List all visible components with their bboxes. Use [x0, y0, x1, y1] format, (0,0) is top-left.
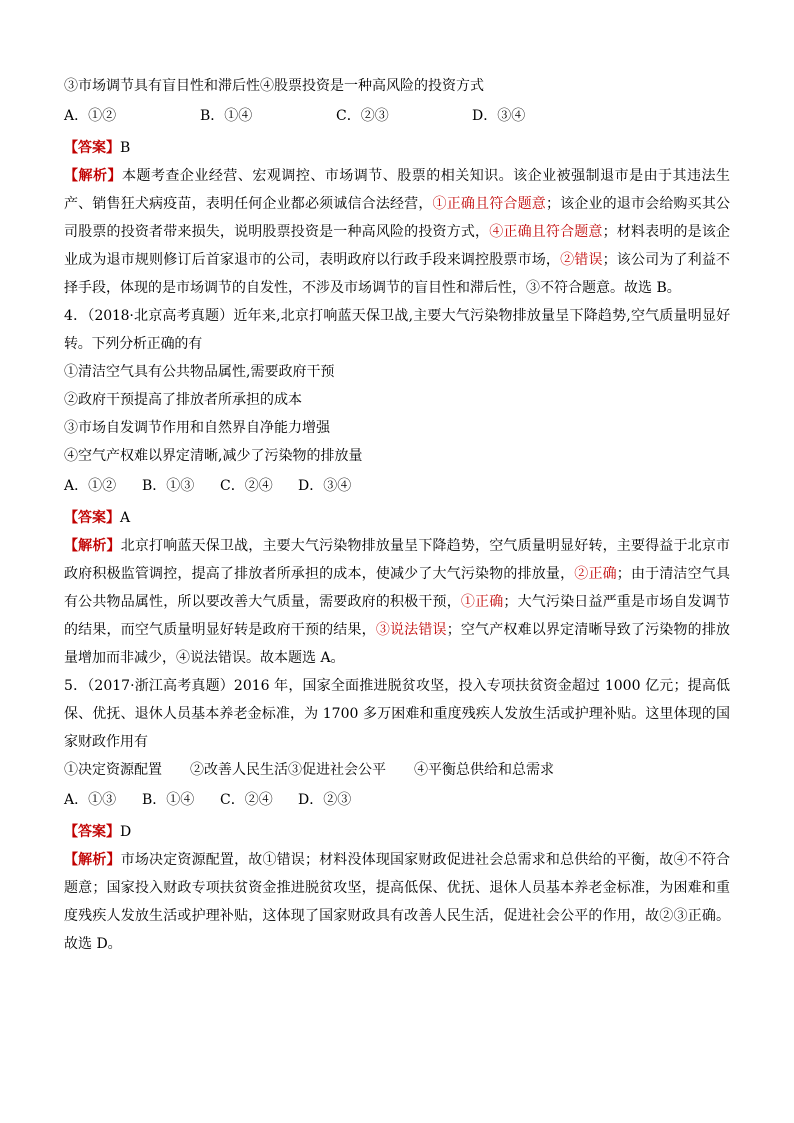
q5-stem: 5．（2017·浙江高考真题）2016 年，国家全面推进脱贫攻坚，投入专项扶贫资金超过 1000 亿元；提高低保、优抚、退休人员基本养老金标准，为 1700 多万困难和重度残疾人发放生活或护理补贴。这里体现的国家财政作用有: [64, 678, 730, 750]
q3-answer-tag: 【答案】: [64, 140, 120, 156]
q5-analysis-tag: 【解析】: [64, 852, 121, 868]
q5-option-a: A．①③: [64, 792, 117, 808]
q4-analysis-part4: ；空气产权难以界定清晰导致了污染物的排放量增加而非减少，④说法错误。故本题选 A。: [64, 622, 731, 666]
q4-answer-value: A: [120, 510, 131, 526]
q4-analysis-part3: ；大气污染日益严重是市场自发调节的结果，而空气质量明显好转是政府干预的结果，: [64, 594, 731, 638]
q3-analysis-part2: ；该企业的退市会给购买其公司股票的投资者带来损失，说明股票投资是一种高风险的投资方式，: [64, 196, 731, 240]
q4-analysis-part1: 北京打响蓝天保卫战，主要大气污染物排放量呈下降趋势，空气质量明显好转，主要得益于北京市政府积极监管调控，提高了排放者所承担的成本，使减少了大气污染物的排放量，: [64, 538, 731, 582]
q3-analysis-tag: 【解析】: [64, 168, 122, 184]
q3-option-c: C．②③: [336, 108, 389, 124]
q5-answer-tag: 【答案】: [64, 824, 120, 840]
q3-analysis-part1: 本题考查企业经营、宏观调控、市场调节、股票的相关知识。该企业被强制退市是由于其违法生产、销售狂犬病疫苗，表明任何企业都必须诚信合法经营，: [64, 168, 731, 212]
q3-option-a: A．①②: [64, 108, 117, 124]
q4-analysis-highlight2: ①正确: [460, 594, 504, 610]
q4-option-c: C．②④: [220, 478, 273, 494]
q4-analysis-highlight1: ②正确: [574, 566, 617, 582]
q3-analysis-part3: ；材料表明的是该企业成为退市规则修订后首家退市的公司，表明政府以行政手段来调控股票市场，: [64, 224, 731, 268]
q5-option-b: B．①④: [142, 792, 195, 808]
q4-analysis-tag: 【解析】: [64, 538, 121, 554]
q4-analysis-highlight3: ③说法错误: [375, 622, 447, 638]
q5-answer: [64, 818, 730, 846]
q3-analysis-highlight1: ①正确且符合题意: [432, 196, 546, 212]
q4-statement-3: ③市场自发调节作用和自然界自净能力增强: [64, 420, 330, 436]
q3-answer-value: B: [120, 140, 131, 156]
q3-analysis-part4: ；该公司为了利益不择手段，体现的是市场调节的自发性，不涉及市场调节的盲目性和滞后性，③不符合题意。故选 B。: [64, 252, 731, 296]
q3-option-d: D．③④: [472, 108, 526, 124]
q4-statement-1: ①清洁空气具有公共物品属性,需要政府干预: [64, 364, 335, 380]
q4-option-b: B．①③: [142, 478, 195, 494]
q4-answer-tag: 【答案】: [64, 510, 120, 526]
q5-analysis-text: 市场决定资源配置，故①错误；材料没体现国家财政促进社会总需求和总供给的平衡，故④不符合题意；国家投入财政专项扶贫资金推进脱贫攻坚，提高低保、优抚、退休人员基本养老金标准，为困难和重度残疾人发放生活或护理补贴，这体现了国家财政具有改善人民生活，促进社会公平的作用，故②③正确。故选 D。: [64, 852, 731, 952]
q4-options: [64, 472, 730, 500]
q3-analysis-highlight2: ④正确且符合题意: [489, 224, 603, 240]
q4-statement-4: ④空气产权难以界定清晰,减少了污染物的排放量: [64, 448, 363, 464]
q5-option-c: C．②④: [220, 792, 273, 808]
q4-option-a: A．①②: [64, 478, 117, 494]
q5-analysis: [64, 846, 730, 958]
q5-options: [64, 786, 730, 814]
q4-statement-2: ②政府干预提高了排放者所承担的成本: [64, 392, 302, 408]
document-page: [64, 72, 730, 958]
q4-analysis: [64, 532, 730, 672]
q3-statement-tail: ③市场调节具有盲目性和滞后性④股票投资是一种高风险的投资方式: [64, 78, 484, 94]
q3-analysis: [64, 162, 730, 302]
q5-statements: ①决定资源配置 ②改善人民生活③促进社会公平 ④平衡总供给和总需求: [64, 762, 554, 778]
q4-option-d: D．③④: [298, 478, 352, 494]
q3-analysis-highlight3: ②错误: [560, 252, 603, 268]
q3-options: [64, 102, 730, 130]
q4-analysis-part2: ；由于清洁空气具有公共物品属性，所以要改善大气质量，需要政府的积极干预，: [64, 566, 731, 610]
q5-option-d: D．②③: [298, 792, 352, 808]
q3-answer: [64, 134, 730, 162]
q5-answer-value: D: [120, 824, 132, 840]
q3-option-b: B．①④: [200, 108, 253, 124]
q4-answer: [64, 504, 730, 532]
q4-stem: 4．（2018·北京高考真题）近年来,北京打响蓝天保卫战,主要大气污染物排放量呈下降趋势,空气质量明显好转。下列分析正确的有: [64, 308, 730, 352]
